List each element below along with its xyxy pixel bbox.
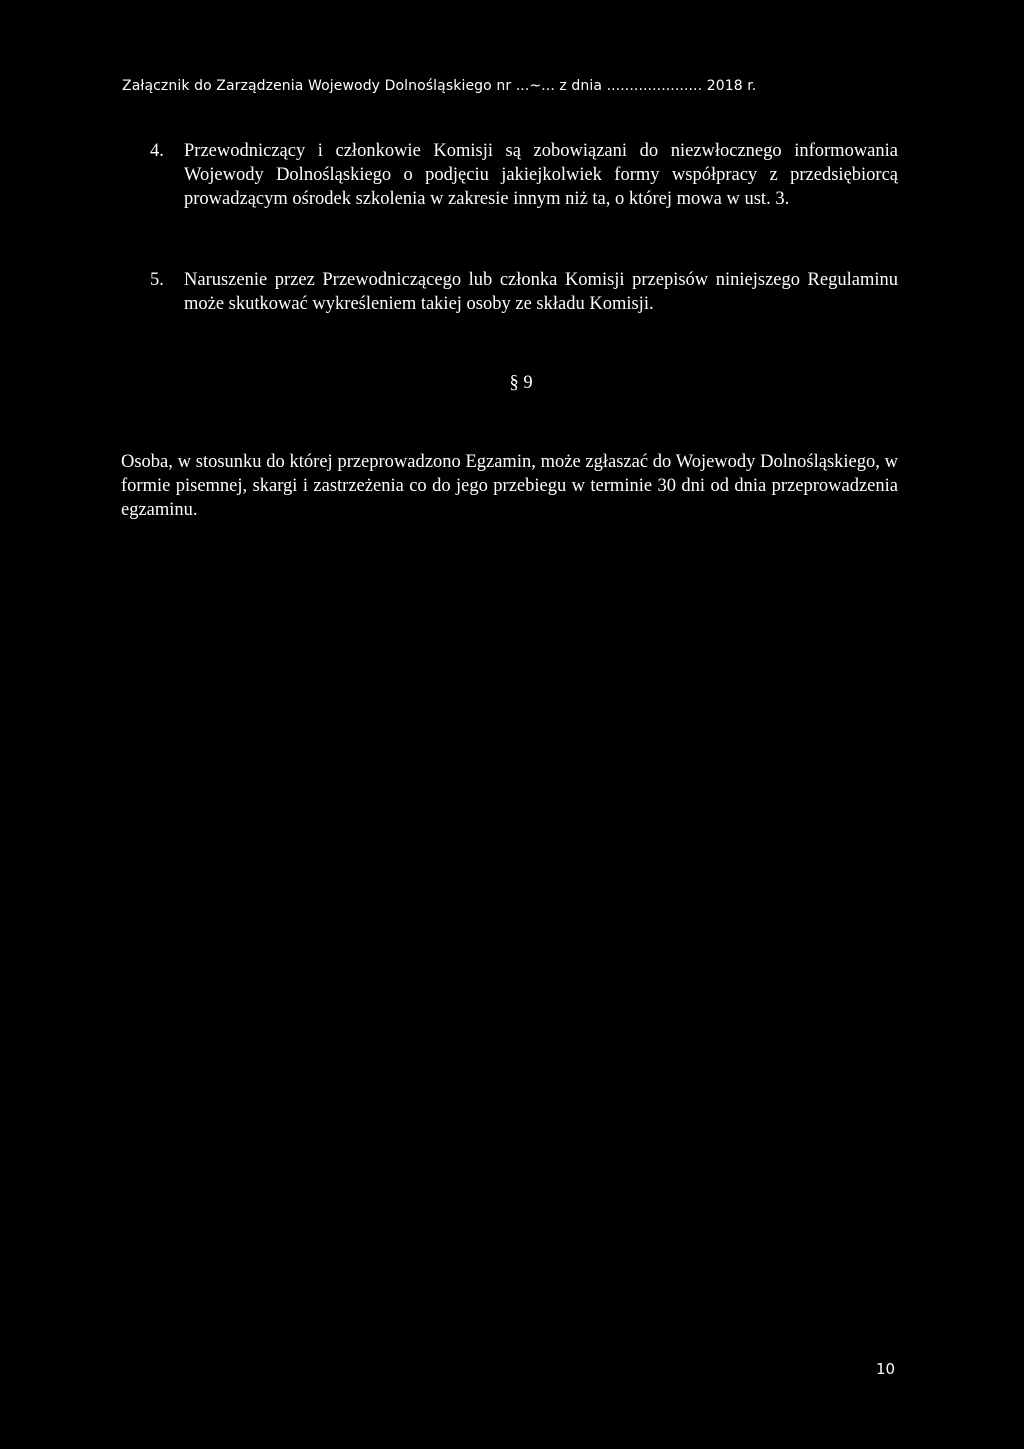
page-header: Załącznik do Zarządzenia Wojewody Dolnośląskiego nr ...~... z dnia ..................... 2018 r. (122, 78, 757, 94)
section-heading: § 9 (509, 373, 533, 393)
item-number: 4. (150, 141, 164, 161)
item-text: Przewodniczący i członkowie Komisji są zobowiązani do niezwłocznego informowania Wojewody Dolnośląskiego o podjęciu jakiejkolwiek formy współpracy z przedsiębiorcą prowadzącym ośrodek szkolenia w zakresie innym niż ta, o której mowa w ust. 3. (184, 141, 898, 209)
item-text: Naruszenie przez Przewodniczącego lub członka Komisji przepisów niniejszego Regulaminu może skutkować wykreśleniem takiej osoby ze składu Komisji. (184, 270, 898, 314)
section-paragraph: Osoba, w stosunku do której przeprowadzono Egzamin, może zgłaszać do Wojewody Dolnośląskiego, w formie pisemnej, skargi i zastrzeżenia co do jego przebiegu w terminie 30 dni od dnia przeprowadzenia egzaminu. (121, 452, 898, 520)
item-number: 5. (150, 270, 164, 290)
list-item-4 (150, 139, 898, 211)
list-item-5 (150, 268, 898, 316)
page-number: 10 (876, 1360, 896, 1378)
